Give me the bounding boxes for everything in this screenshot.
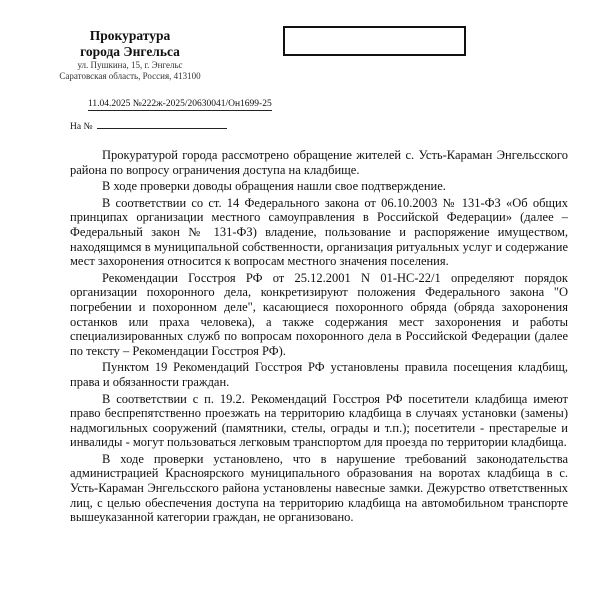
paragraph: В соответствии с п. 19.2. Рекомендаций Госстроя РФ посетители кладбища имеют право беспрепятственно проезжать на территорию кладбища в случаях установки (замены) надмогильных сооружений (памятники, стелы, ограды и т.п.); посетители - престарелые и инвалиды - могут пользоваться легковым транспортом для проезда по территории кладбища.	[70, 391, 568, 450]
paragraph: В ходе проверки доводы обращения нашли свое подтверждение.	[102, 179, 446, 194]
paragraph: Прокуратурой города рассмотрено обращение жителей с. Усть-Караман Энгельсского района по вопросу ограничения доступа на кладбище.	[70, 148, 568, 177]
paragraph: Рекомендации Госстроя РФ от 25.12.2001 N 01-НС-22/1 определяют порядок организации похоронного дела, конкретизируют положения Федерального закона "О погребении и похоронном деле", касающиеся похоронного обряда (обряда захоронения останков или праха человека), а также содержания мест захоронения и работы специализированных служб по вопросам похоронного дела в Российской Федерации (далее по тексту – Рекомендации Госстроя РФ).	[70, 270, 568, 358]
organization-title	[40, 28, 220, 60]
redacted-recipient-box	[283, 26, 466, 56]
reply-reference	[70, 119, 227, 132]
address-street: ул. Пушкина, 15, г. Энгельс	[77, 60, 183, 70]
letter-body	[70, 148, 568, 527]
organization-city: города Энгельса	[80, 44, 180, 59]
reply-reference-label: На №	[70, 122, 93, 132]
paragraph: В соответствии со ст. 14 Федерального закона от 06.10.2003 № 131-ФЗ «Об общих принципах организации местного самоуправления в Российской Федерации» (далее – Федеральный закон № 131-ФЗ) владение, пользование и распоряжение имуществом, находящимся в муниципальной собственности, организация ритуальных услуг и содержание мест захоронения относится к вопросам местного значения поселения.	[70, 195, 568, 269]
paragraph: В ходе проверки установлено, что в нарушение требований законодательства администрацией Красноярского муниципального образования на воротах кладбища в с. Усть-Караман Энгельсского района установлены навесные замки. Дежурство ответственных лиц, с целью обеспечения доступа на территорию кладбища на автомобильном транспорте вышеуказанной категории граждан, не организовано.	[70, 451, 568, 525]
address-region: Саратовская область, Россия, 413100	[59, 71, 201, 81]
document-reference: 11.04.2025 №222ж-2025/20630041/Он1699-25	[88, 99, 272, 109]
organization-address	[40, 60, 220, 82]
paragraph: Пунктом 19 Рекомендаций Госстроя РФ установлены правила посещения кладбищ, права и обязанности граждан.	[70, 360, 568, 389]
organization-name: Прокуратура	[89, 28, 171, 43]
reply-reference-blank	[97, 119, 227, 129]
